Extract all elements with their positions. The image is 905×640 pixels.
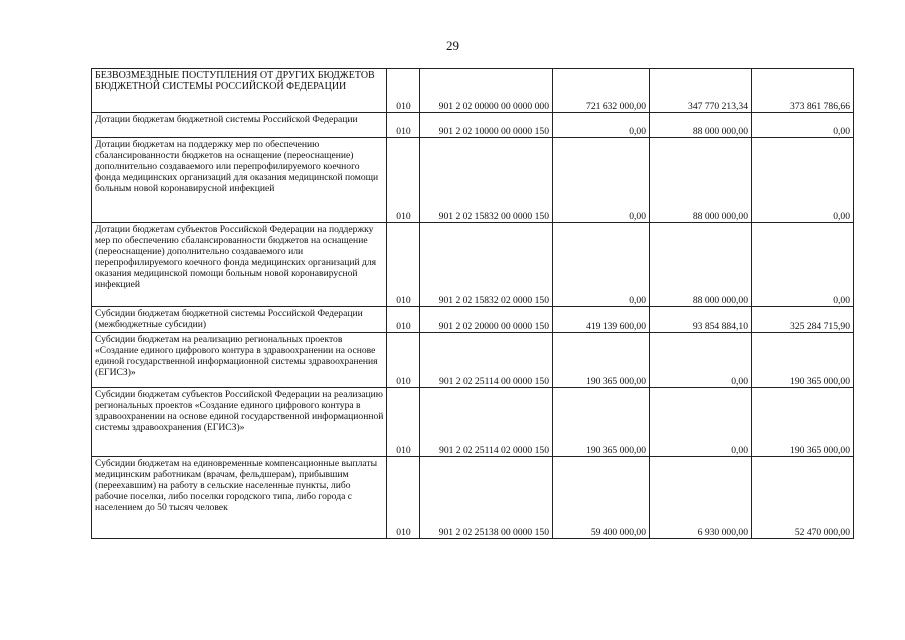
row-kbk: 901 2 02 00000 00 0000 000 <box>420 69 553 113</box>
row-value-2: 6 930 000,00 <box>650 457 752 539</box>
row-name: Дотации бюджетам субъектов Российской Федерации на поддержку мер по обеспечению сбалансированности бюджетов на оснащение (переоснащение) дополнительно создаваемого или перепрофилируемого коечного фонда медицинских организаций для оказания медицинской помощи больным новой коронавирусной инфекцией <box>92 223 387 307</box>
row-code: 010 <box>387 223 420 307</box>
row-value-1: 190 365 000,00 <box>553 333 650 388</box>
table-row <box>92 113 854 138</box>
row-value-1: 190 365 000,00 <box>553 388 650 457</box>
table-row <box>92 138 854 223</box>
row-name: Субсидии бюджетам бюджетной системы Российской Федерации (межбюджетные субсидии) <box>92 307 387 333</box>
table-row <box>92 457 854 539</box>
row-name: Субсидии бюджетам на единовременные компенсационные выплаты медицинским работникам (врачам, фельдшерам), прибывшим (переехавшим) на работу в сельские населенные пункты, либо рабочие поселки, либо поселки городского типа, либо города с населением до 50 тысяч человек <box>92 457 387 539</box>
row-code: 010 <box>387 69 420 113</box>
row-value-1: 0,00 <box>553 138 650 223</box>
row-value-3: 0,00 <box>752 138 854 223</box>
row-name: Субсидии бюджетам на реализацию региональных проектов «Создание единого цифрового контура в здравоохранении на основе единой государственной информационной системы здравоохранения (ЕГИСЗ)» <box>92 333 387 388</box>
table-row <box>92 223 854 307</box>
row-kbk: 901 2 02 25114 00 0000 150 <box>420 333 553 388</box>
row-name: Дотации бюджетам бюджетной системы Российской Федерации <box>92 113 387 138</box>
row-name: Субсидии бюджетам субъектов Российской Федерации на реализацию региональных проектов «Создание единого цифрового контура в здравоохранении на основе единой государственной информационной системы здравоохранения (ЕГИСЗ)» <box>92 388 387 457</box>
row-code: 010 <box>387 138 420 223</box>
row-value-2: 347 770 213,34 <box>650 69 752 113</box>
row-code: 010 <box>387 333 420 388</box>
row-value-2: 88 000 000,00 <box>650 223 752 307</box>
row-kbk: 901 2 02 25114 02 0000 150 <box>420 388 553 457</box>
row-value-3: 52 470 000,00 <box>752 457 854 539</box>
row-value-2: 93 854 884,10 <box>650 307 752 333</box>
row-value-2: 88 000 000,00 <box>650 113 752 138</box>
table-row <box>92 333 854 388</box>
row-kbk: 901 2 02 20000 00 0000 150 <box>420 307 553 333</box>
row-value-1: 721 632 000,00 <box>553 69 650 113</box>
row-value-3: 190 365 000,00 <box>752 333 854 388</box>
table-row <box>92 69 854 113</box>
row-value-2: 88 000 000,00 <box>650 138 752 223</box>
row-code: 010 <box>387 307 420 333</box>
row-value-1: 419 139 600,00 <box>553 307 650 333</box>
row-value-3: 325 284 715,90 <box>752 307 854 333</box>
row-code: 010 <box>387 113 420 138</box>
budget-revenue-table <box>91 68 854 539</box>
row-value-1: 0,00 <box>553 113 650 138</box>
page-number: 29 <box>446 38 459 53</box>
row-code: 010 <box>387 388 420 457</box>
row-code: 010 <box>387 457 420 539</box>
row-kbk: 901 2 02 15832 02 0000 150 <box>420 223 553 307</box>
row-value-2: 0,00 <box>650 388 752 457</box>
row-kbk: 901 2 02 10000 00 0000 150 <box>420 113 553 138</box>
row-value-3: 373 861 786,66 <box>752 69 854 113</box>
row-kbk: 901 2 02 25138 00 0000 150 <box>420 457 553 539</box>
row-value-3: 0,00 <box>752 113 854 138</box>
row-kbk: 901 2 02 15832 00 0000 150 <box>420 138 553 223</box>
table-row <box>92 388 854 457</box>
table-row <box>92 307 854 333</box>
row-name: БЕЗВОЗМЕЗДНЫЕ ПОСТУПЛЕНИЯ ОТ ДРУГИХ БЮДЖЕТОВ БЮДЖЕТНОЙ СИСТЕМЫ РОССИЙСКОЙ ФЕДЕРАЦИИ <box>92 69 387 113</box>
row-name: Дотации бюджетам на поддержку мер по обеспечению сбалансированности бюджетов на оснащение (переоснащение) дополнительно создаваемого или перепрофилируемого коечного фонда медицинских организаций для оказания медицинской помощи больным новой коронавирусной инфекцией <box>92 138 387 223</box>
row-value-1: 0,00 <box>553 223 650 307</box>
row-value-3: 190 365 000,00 <box>752 388 854 457</box>
row-value-3: 0,00 <box>752 223 854 307</box>
row-value-2: 0,00 <box>650 333 752 388</box>
row-value-1: 59 400 000,00 <box>553 457 650 539</box>
